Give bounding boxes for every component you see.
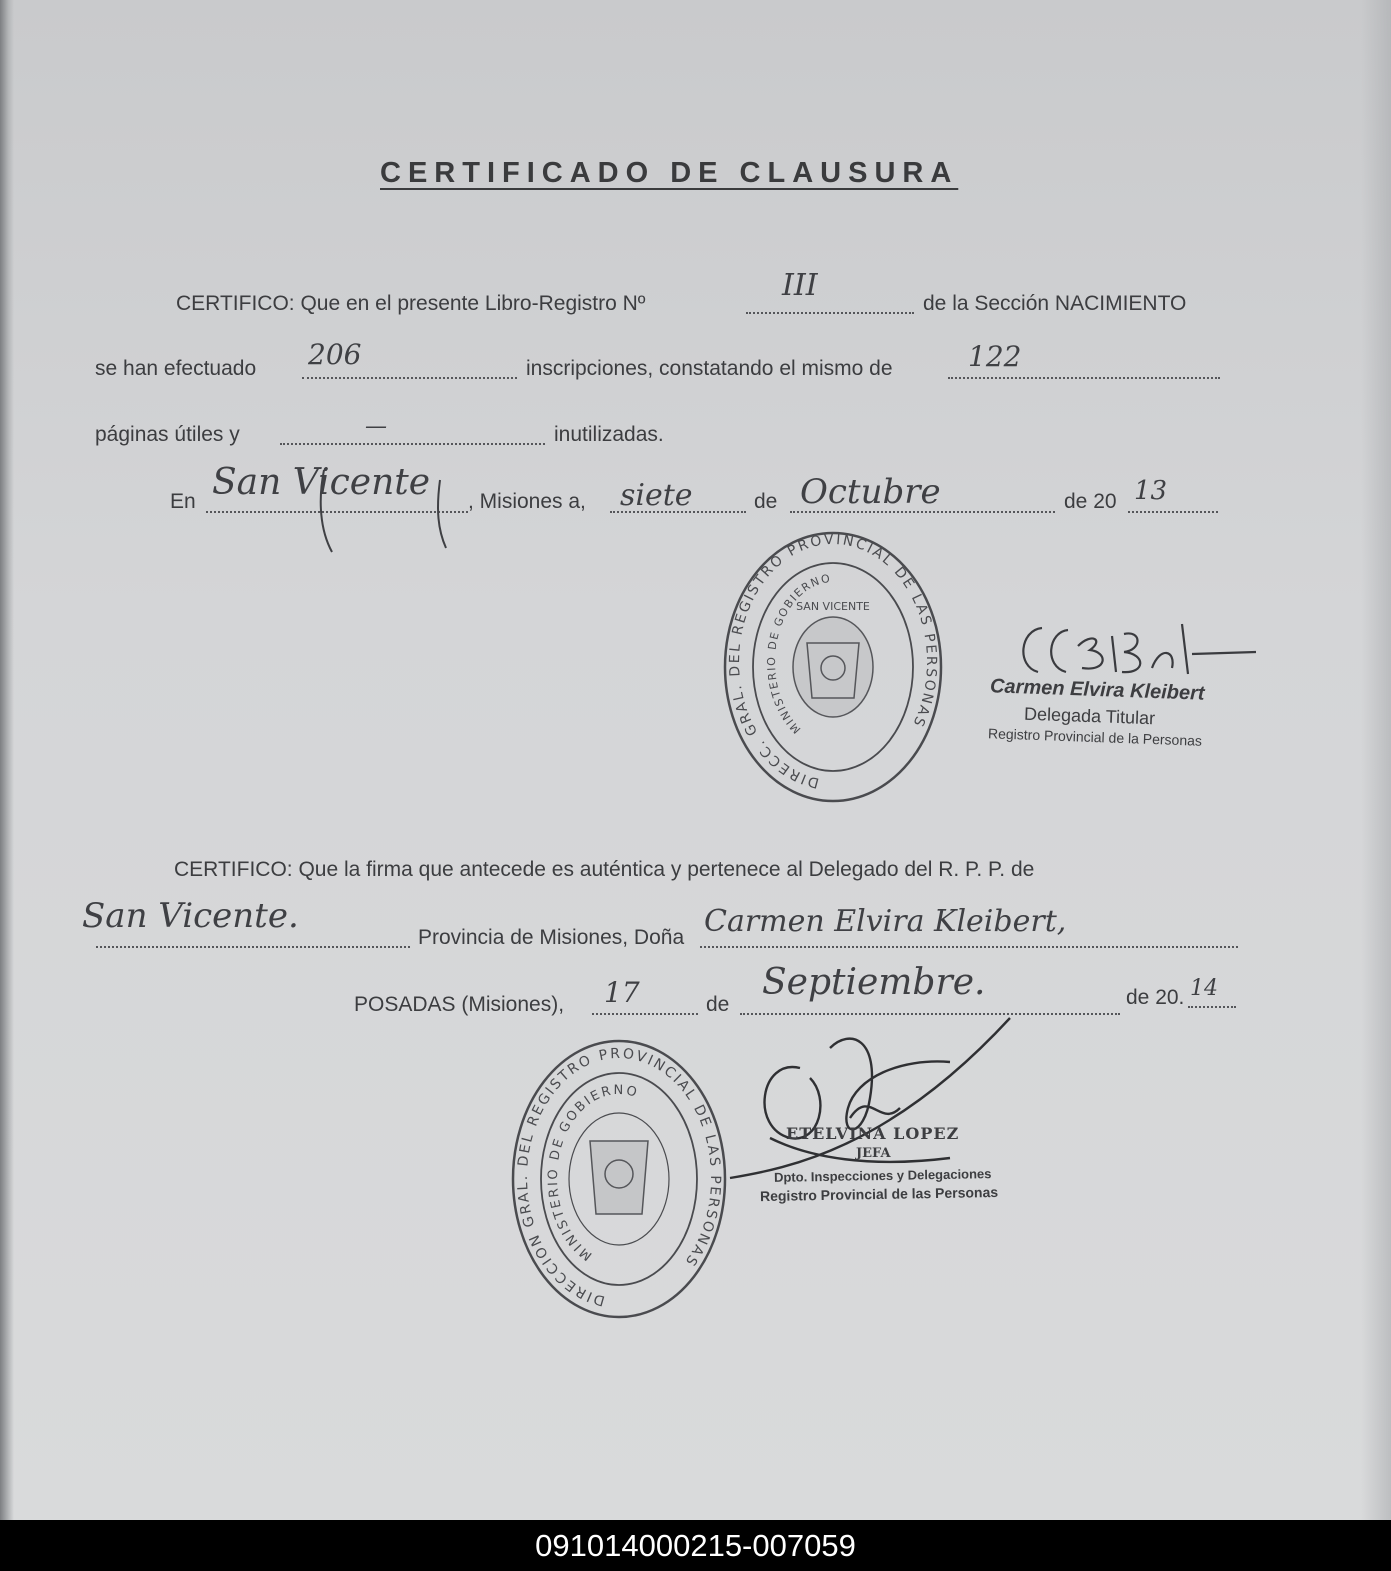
dateline2-anio: 14 (1190, 976, 1218, 1001)
p1-paginas-utiles: páginas útiles y (95, 423, 240, 446)
dateline2-de: de (706, 993, 730, 1016)
p2-localidad: San Vicente. (82, 896, 299, 936)
paginas-dots (948, 377, 1220, 379)
p1-lead: CERTIFICO: Que en el presente Libro-Registro Nº (176, 292, 646, 315)
signature-2-name: ETELVINA LOPEZ (786, 1124, 960, 1143)
p1-seccion: de la Sección NACIMIENTO (923, 292, 1187, 315)
p1-inscripciones-text: inscripciones, constatando el mismo de (526, 357, 893, 380)
document-title: CERTIFICADO DE CLAUSURA (380, 157, 959, 189)
signature-1-role: Delegada Titular (1023, 703, 1156, 729)
p2-lead: CERTIFICO: Que la firma que antecede es auténtica y pertenece al Delegado del R. P. P. de (174, 858, 1035, 881)
signature-1-org: Registro Provincial de la Personas (987, 725, 1203, 749)
signature-1-scribble (1012, 616, 1262, 686)
dateline1-en: En (170, 490, 196, 513)
dateline2-dia-dots (592, 1013, 698, 1015)
stamp-1 (722, 528, 944, 806)
dateline1-misiones: , Misiones a, (468, 490, 586, 513)
dateline1-mes: Octubre (800, 472, 941, 512)
libro-numero-value: III (782, 268, 818, 303)
inscripciones-value: 206 (308, 338, 362, 371)
dateline2-dia: 17 (604, 976, 640, 1009)
dateline1-dia: siete (620, 478, 693, 513)
dateline1-lugar: San Vicente (212, 462, 431, 503)
p2-localidad-dots (96, 946, 410, 948)
signature-1-name: Carmen Elvira Kleibert (989, 675, 1205, 705)
libro-numero-dots (746, 312, 914, 314)
page-edge-shadow-right (1361, 0, 1391, 1520)
dateline2-de20: de 20. (1126, 986, 1185, 1009)
p2-nombre-dots (700, 946, 1238, 948)
dateline2-mes: Septiembre. (762, 962, 986, 1003)
p2-provincia: Provincia de Misiones, Doña (418, 926, 685, 949)
inscripciones-dots (302, 377, 517, 379)
signature-2-role: JEFA (856, 1146, 891, 1161)
p1-inutilizadas-text: inutilizadas. (554, 423, 664, 446)
signature-2-dept: Dpto. Inspecciones y Delegaciones (773, 1166, 992, 1185)
p2-delegado-nombre: Carmen Elvira Kleibert, (704, 904, 1067, 939)
dateline1-de20: de 20 (1064, 490, 1117, 513)
dateline2-posadas: POSADAS (Misiones), (354, 993, 565, 1016)
stamp-1-outer-text: DIRECC. GRAL. DEL REGISTRO PROVINCIAL DE LAS PERSONAS (726, 531, 940, 791)
stamp-1-inner-text: MINISTERIO DE GOBIERNO (764, 571, 833, 737)
dateline1-anio: 13 (1134, 476, 1168, 506)
dateline1-anio-dots (1128, 511, 1218, 513)
dateline2-mes-dots (740, 1013, 1120, 1015)
dateline1-lugar-flourish (300, 440, 460, 560)
paginas-value: 122 (968, 340, 1022, 373)
document-id-footer: 091014000215-007059 (0, 1520, 1391, 1571)
inutilizadas-value: — (365, 414, 387, 439)
dateline2-anio-dots (1188, 1006, 1236, 1008)
page-edge-shadow-left (0, 0, 14, 1520)
dateline1-de: de (754, 490, 778, 513)
stamp-2 (510, 1036, 728, 1322)
stamp-2-outer-text: DIRECCION GRAL. DEL REGISTRO PROVINCIAL DE LAS PERSONAS (514, 1045, 724, 1309)
stamp-1-place-text: SAN VICENTE (796, 600, 870, 613)
stamp-2-inner-text: MINISTERIO DE GOBIERNO (545, 1082, 641, 1264)
signature-2-scribble (730, 1018, 1020, 1188)
signature-2-org: Registro Provincial de las Personas (759, 1183, 999, 1205)
p1-se-han-efectuado: se han efectuado (95, 357, 257, 380)
